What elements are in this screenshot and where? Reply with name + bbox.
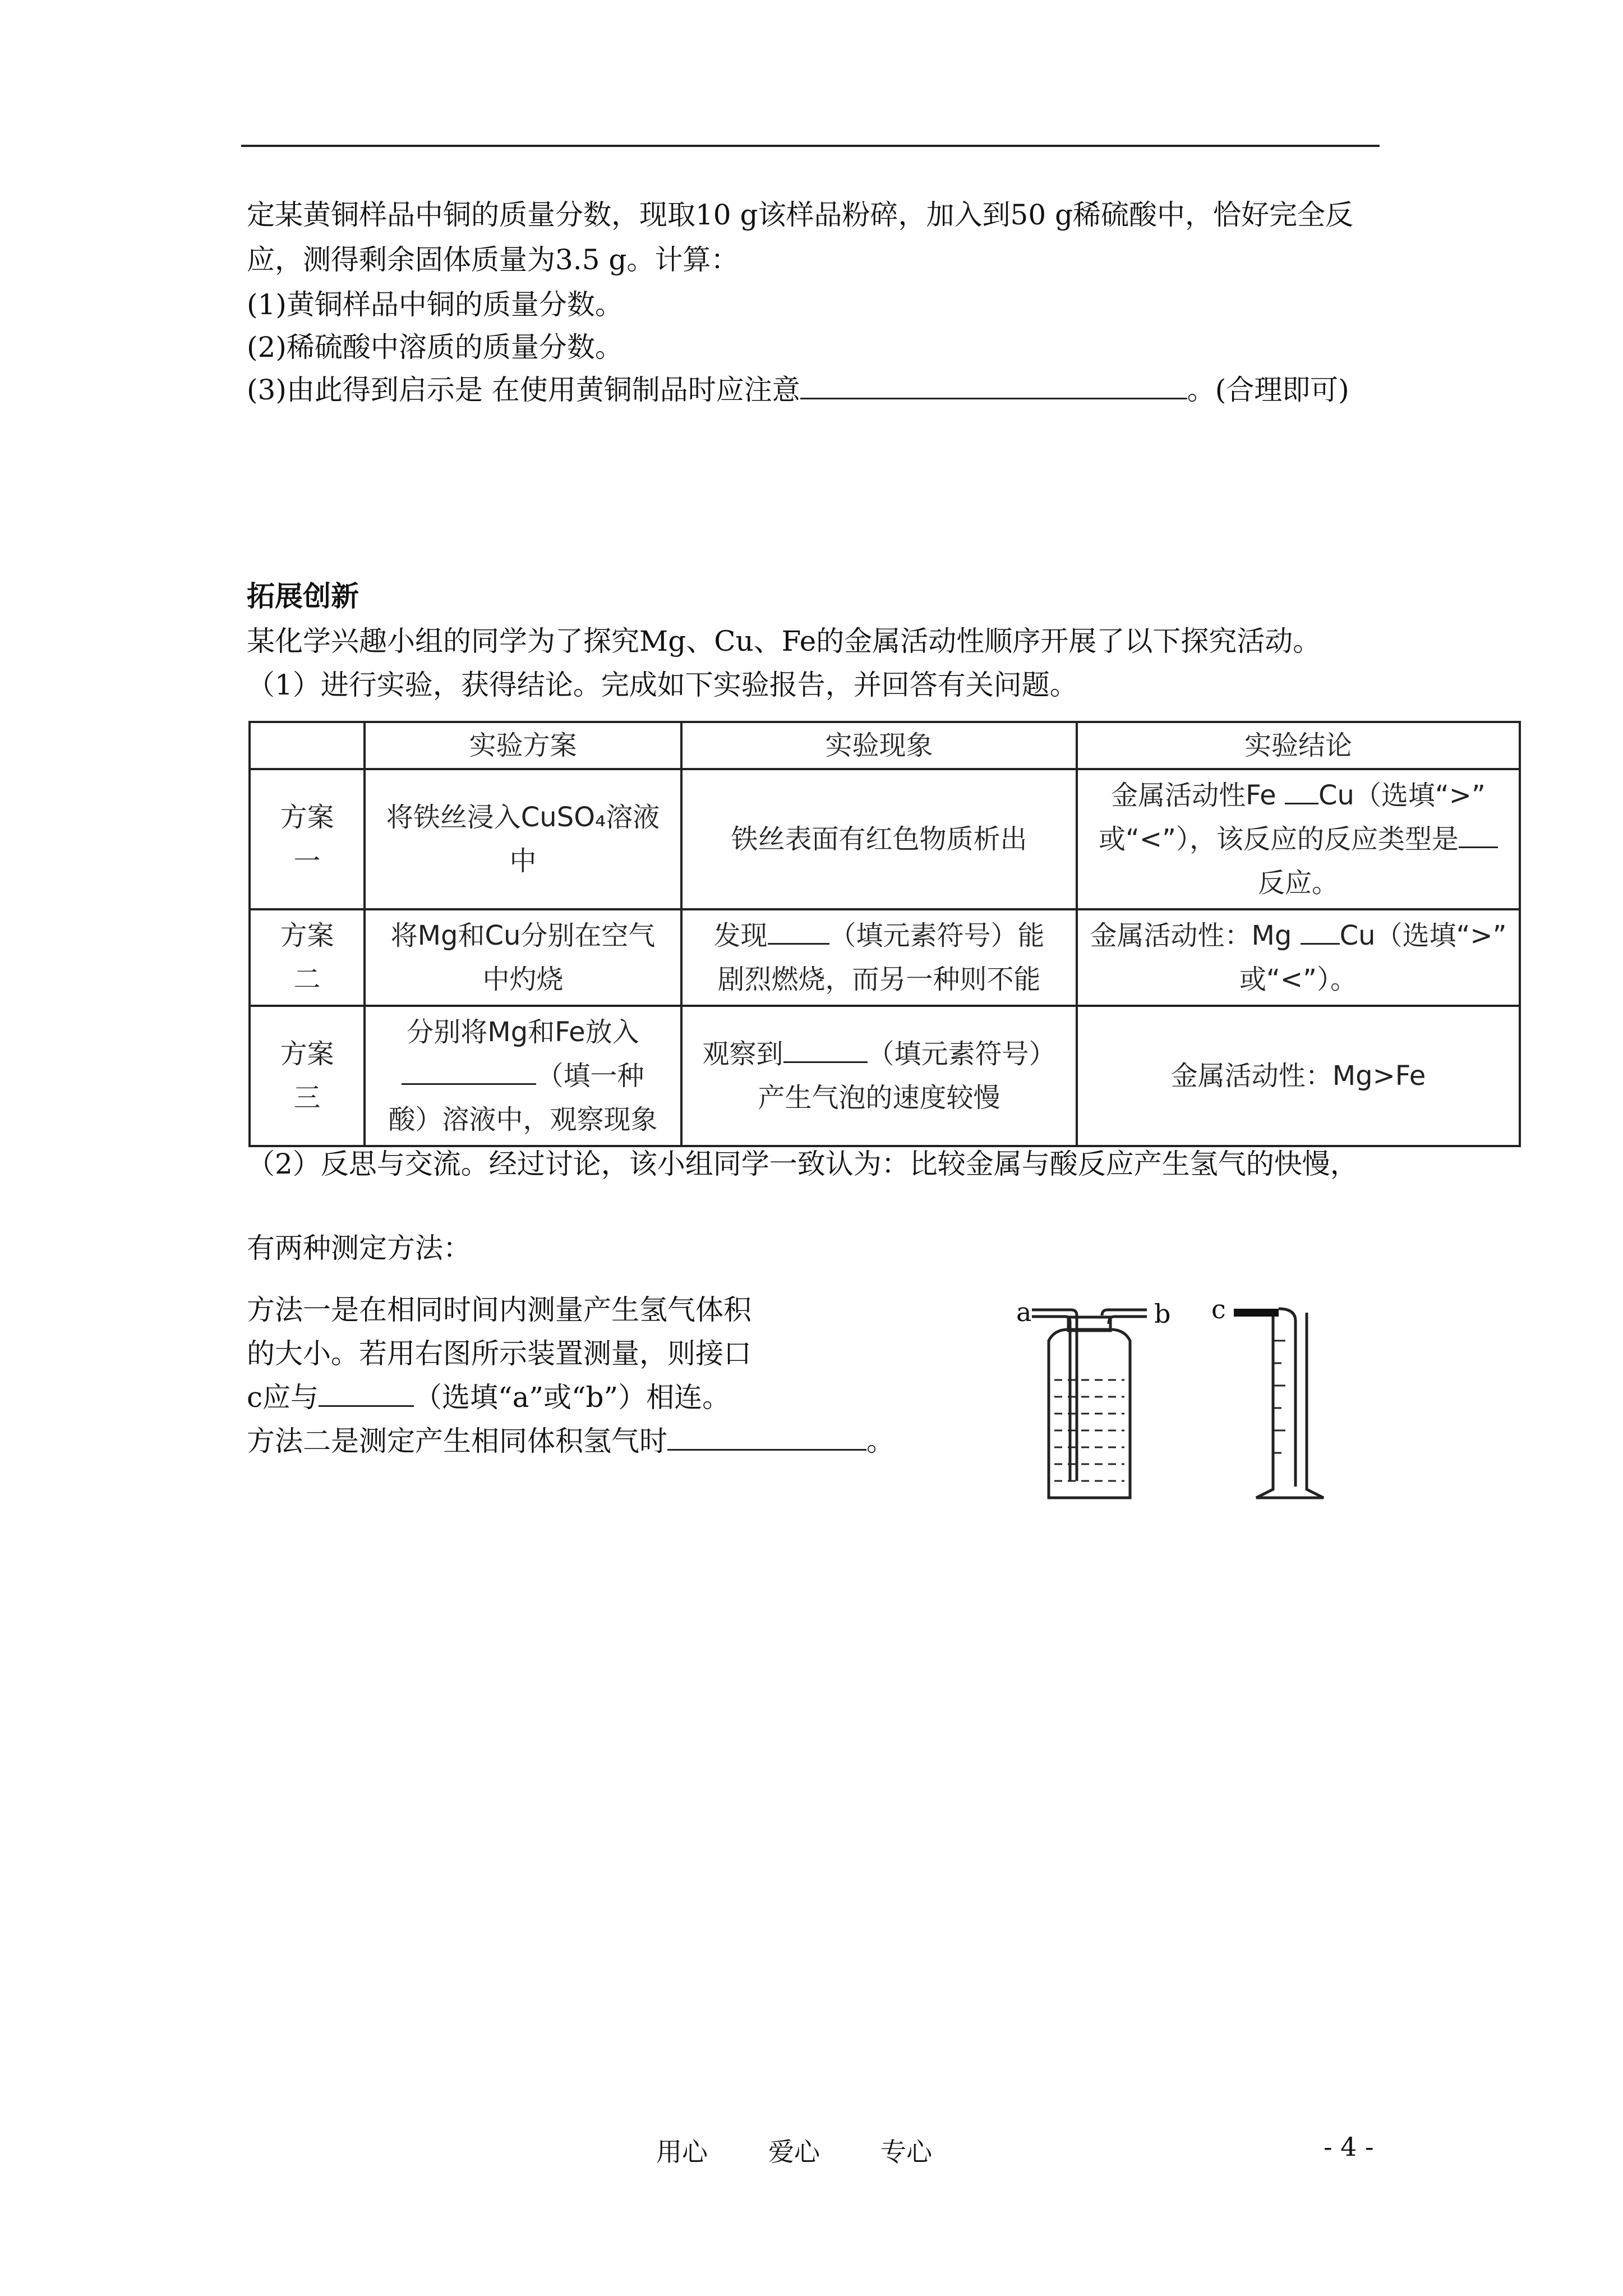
problem-line-2: 应，测得剩余固体质量为3.5 g。计算：	[247, 243, 739, 276]
question-3	[247, 370, 1349, 409]
question-3-prefix: (3)由此得到启示是 在使用黄铜制品时应注意	[247, 374, 800, 406]
conclusion-cell: 金属活动性：Mg Cu（选填“>” 或“<”）。	[1077, 909, 1520, 1006]
label-c: c	[1211, 1294, 1226, 1324]
label-b: b	[1154, 1299, 1171, 1329]
answer-blank[interactable]	[319, 1378, 414, 1407]
answer-blank[interactable]	[1459, 822, 1498, 848]
row-label: 方案 二	[250, 909, 365, 1006]
table-row	[250, 909, 1520, 1006]
answer-blank[interactable]	[402, 1059, 536, 1085]
answer-blank[interactable]	[1285, 778, 1318, 804]
footer-text-1: 用心	[656, 2137, 708, 2167]
method-1-line-1: 方法一是在相同时间内测量产生氢气体积	[247, 1294, 751, 1326]
method-1-line-2: 的大小。若用右图所示装置测量，则接口	[247, 1337, 751, 1370]
gas-washing-bottle	[1032, 1310, 1147, 1498]
row-label: 方案 一	[250, 769, 365, 909]
phenomenon-cell: 观察到 （填元素符号） 产生气泡的速度较慢	[681, 1006, 1077, 1146]
row-label: 方案 三	[250, 1006, 365, 1146]
table-header-row	[250, 722, 1520, 769]
part-1-instruction: （1）进行实验，获得结论。完成如下实验报告，并回答有关问题。	[247, 669, 1078, 701]
apparatus-figure	[1009, 1290, 1357, 1503]
question-1: (1)黄铜样品中铜的质量分数。	[247, 288, 623, 321]
question-2: (2)稀硫酸中溶质的质量分数。	[247, 331, 623, 364]
part-2-line-1: （2）反思与交流。经过讨论，该小组同学一致认为：比较金属与酸反应产生氢气的快慢，	[247, 1148, 1358, 1180]
table-row	[250, 769, 1520, 909]
section-title: 拓展创新	[247, 579, 359, 613]
plan-cell: 将铁丝浸入CuSO₄溶液 中	[365, 769, 681, 909]
header-plan: 实验方案	[365, 722, 681, 769]
question-3-suffix: 。(合理即可)	[1187, 374, 1349, 406]
experiment-report-table	[248, 721, 1521, 1147]
footer-text-2: 爱心	[768, 2137, 820, 2167]
footer-text-3: 专心	[880, 2137, 932, 2167]
graduated-cylinder	[1234, 1309, 1324, 1498]
corner-cell	[250, 722, 365, 769]
method-2-line: 方法二是测定产生相同体积氢气时 。	[247, 1421, 895, 1461]
section-intro: 某化学兴趣小组的同学为了探究Mg、Cu、Fe的金属活动性顺序开展了以下探究活动。	[247, 625, 1321, 657]
answer-blank[interactable]	[1301, 918, 1340, 945]
problem-line-1: 定某黄铜样品中铜的质量分数，现取10 g该样品粉碎，加入到50 g稀硫酸中，恰好完全反	[247, 199, 1354, 231]
answer-blank[interactable]	[667, 1422, 866, 1451]
header-phenomenon: 实验现象	[681, 722, 1077, 769]
conclusion-cell: 金属活动性Fe Cu（选填“>” 或“<”），该反应的反应类型是 反应。	[1077, 769, 1520, 909]
answer-blank[interactable]	[768, 918, 829, 945]
method-1-line-3: c应与 （选填“a”或“b”）相连。	[247, 1378, 730, 1417]
conclusion-cell: 金属活动性：Mg>Fe	[1077, 1006, 1520, 1146]
answer-blank[interactable]	[800, 371, 1187, 399]
header-conclusion: 实验结论	[1077, 722, 1520, 769]
plan-cell: 将Mg和Cu分别在空气 中灼烧	[365, 909, 681, 1006]
phenomenon-cell: 发现 （填元素符号）能 剧烈燃烧，而另一种则不能	[681, 909, 1077, 1006]
page-number: - 4 -	[1324, 2132, 1374, 2162]
label-a: a	[1016, 1297, 1032, 1327]
plan-cell: 分别将Mg和Fe放入 （填一种 酸）溶液中，观察现象	[365, 1006, 681, 1146]
answer-blank[interactable]	[783, 1037, 868, 1063]
part-2-line-2: 有两种测定方法：	[247, 1232, 471, 1264]
header-rule	[241, 145, 1380, 147]
table-row	[250, 1006, 1520, 1146]
phenomenon-cell: 铁丝表面有红色物质析出	[681, 769, 1077, 909]
